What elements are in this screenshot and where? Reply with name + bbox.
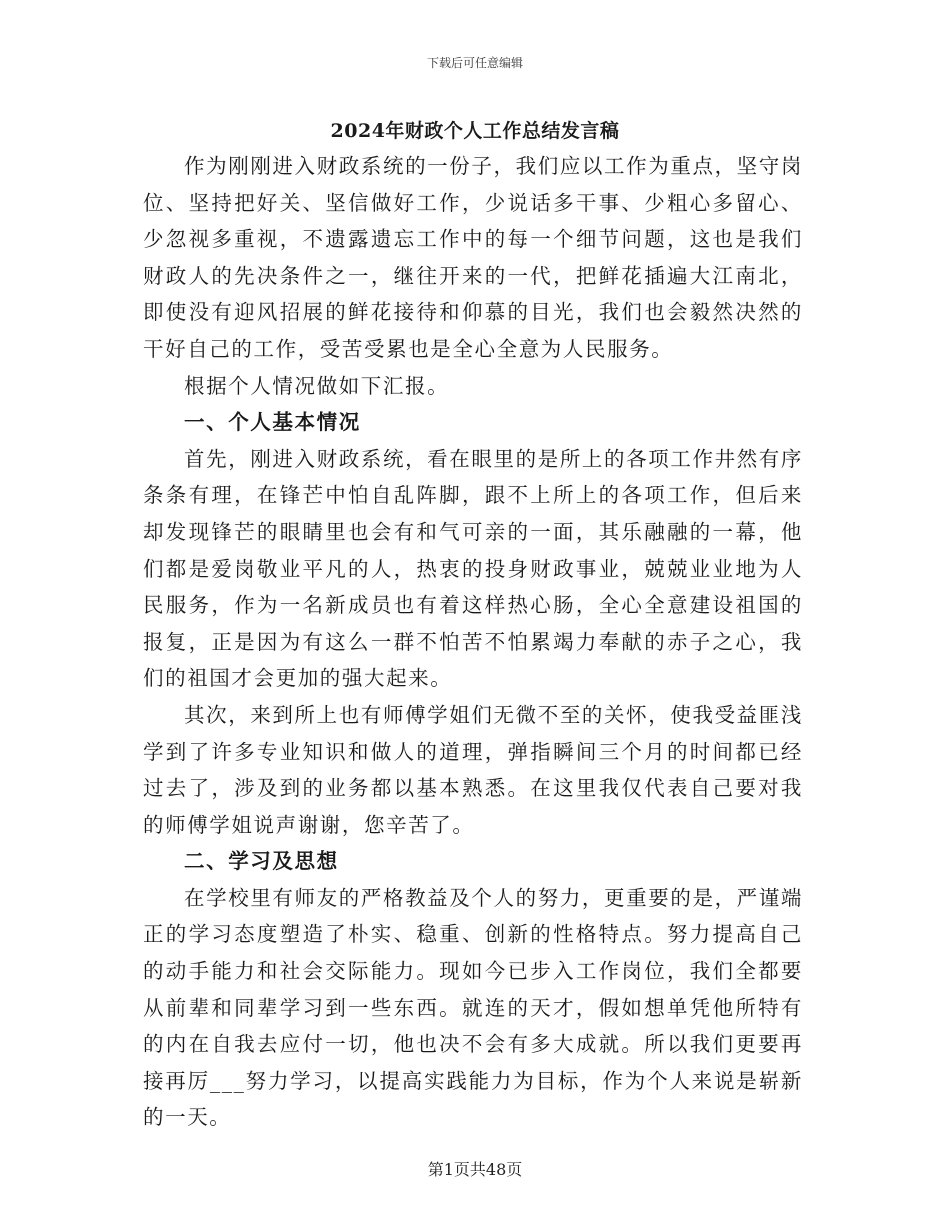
page-footer-page-number: 第1页共48页 (427, 1160, 523, 1179)
document-body (143, 148, 803, 1136)
paragraph-first: 首先，刚进入财政系统，看在眼里的是所上的各项工作井然有序条条有理，在锋芒中怕自乱阵脚，跟不上所上的各项工作，但后来却发现锋芒的眼睛里也会有和气可亲的一面，其乐融融的一幕，他们都是爱岗敬业平凡的人，热衷的投身财政事业，兢兢业业地为人民服务，作为一名新成员也有着这样热心肠，全心全意建设祖国的报复，正是因为有这么一群不怕苦不怕累竭力奉献的赤子之心，我们的祖国才会更加的强大起来。 (143, 446, 803, 691)
paragraph-second: 其次，来到所上也有师傅学姐们无微不至的关怀，使我受益匪浅学到了许多专业知识和做人的道理，弹指瞬间三个月的时间都已经过去了，涉及到的业务都以基本熟悉。在这里我仅代表自己要对我的师傅学姐说声谢谢，您辛苦了。 (143, 702, 803, 837)
paragraph-study: 在学校里有师友的严格教益及个人的努力，更重要的是，严谨端正的学习态度塑造了朴实、稳重、创新的性格特点。努力提高自己的动手能力和社会交际能力。现如今已步入工作岗位，我们全都要从前辈和同辈学习到一些东西。就连的天才，假如想单凭他所特有的内在自我去应付一切，他也决不会有多大成就。所以我们更要再接再厉___努力学习，以提高实践能力为目标，作为个人来说是崭新的一天。 (143, 885, 803, 1130)
section-heading-basic-situation: 一、个人基本情况 (184, 410, 361, 435)
section-heading-study-thought: 二、学习及思想 (184, 849, 339, 874)
paragraph-report-lead: 根据个人情况做如下汇报。 (184, 373, 450, 398)
page-header-note: 下载后可任意编辑 (426, 56, 523, 70)
paragraph-intro: 作为刚刚进入财政系统的一份子，我们应以工作为重点，坚守岗位、坚持把好关、坚信做好工作，少说话多干事、少粗心多留心、少忽视多重视，不遗露遗忘工作中的每一个细节问题，这也是我们财政人的先决条件之一，继往开来的一代，把鲜花插遍大江南北，即使没有迎风招展的鲜花接待和仰慕的目光，我们也会毅然决然的干好自己的工作，受苦受累也是全心全意为人民服务。 (143, 154, 803, 361)
document-title: 2024年财政个人工作总结发言稿 (330, 120, 620, 142)
